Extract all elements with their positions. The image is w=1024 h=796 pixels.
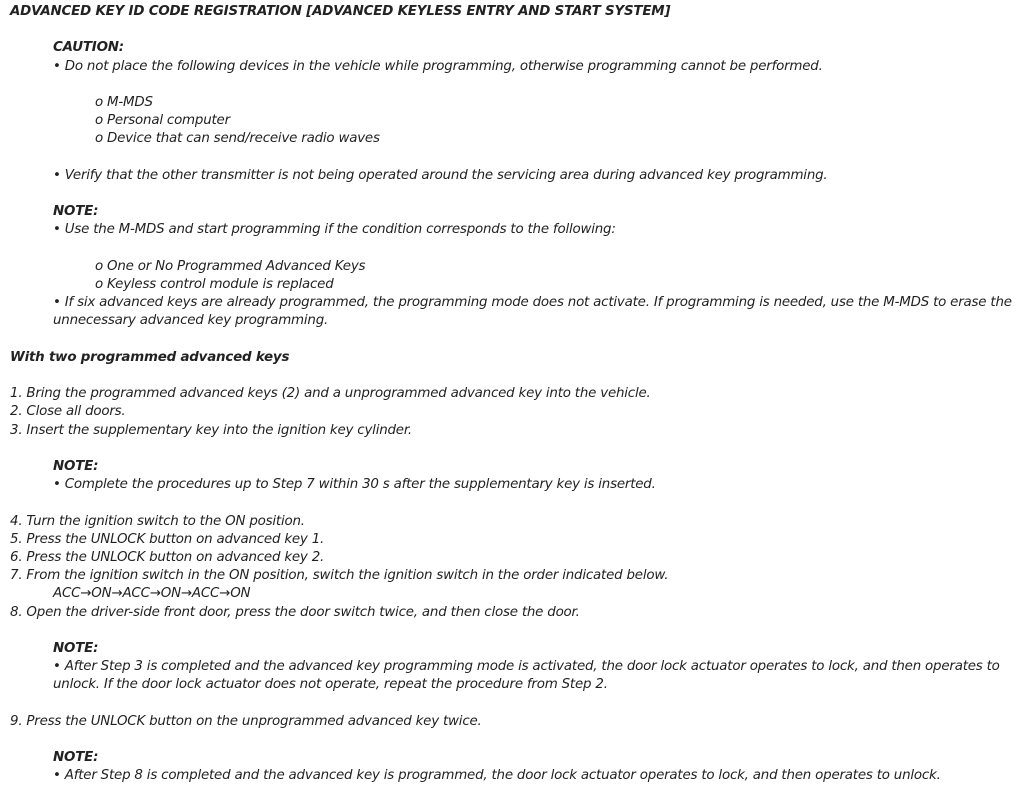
spacer [10, 622, 1020, 640]
note-bullet: • After Step 8 is completed and the advanced key is programmed, the door lock actuator operates to lock, and then operates to unlock. [53, 768, 941, 784]
step-item: 2. Close all doors. [10, 404, 126, 420]
spacer [10, 21, 1020, 39]
step-item: 3. Insert the supplementary key into the ignition key cylinder. [10, 422, 412, 438]
spacer [10, 149, 1020, 167]
step-item: 8. Open the driver-side front door, press the door switch twice, and then close the door. [10, 604, 580, 620]
step-item: 5. Press the UNLOCK button on advanced key 1. [10, 531, 325, 547]
caution-bullet-1: • Do not place the following devices in the vehicle while programming, otherwise programming cannot be performed. [53, 58, 823, 74]
step-item: 9. Press the UNLOCK button on the unprogrammed advanced key twice. [10, 713, 482, 729]
caution-subitem: o Device that can send/receive radio waves [95, 131, 380, 147]
note-bullet-2: • If six advanced keys are already programmed, the programming mode does not activate. If programming is needed, use the M-MDS to erase the unnecessary advanced key programming. [53, 295, 1012, 329]
spacer [10, 76, 1020, 94]
step-item: 6. Press the UNLOCK button on advanced key 2. [10, 549, 325, 565]
caution-subitem: o M-MDS [95, 94, 153, 110]
caution-subitem: o Personal computer [95, 113, 230, 129]
step-item: 4. Turn the ignition switch to the ON position. [10, 513, 305, 529]
spacer [10, 695, 1020, 713]
note-bullet-1: • Use the M-MDS and start programming if the condition corresponds to the following: [53, 222, 616, 238]
section-heading: With two programmed advanced keys [10, 349, 290, 365]
page-title: ADVANCED KEY ID CODE REGISTRATION [ADVANCED KEYLESS ENTRY AND START SYSTEM] [10, 4, 671, 19]
spacer [10, 367, 1020, 385]
step-item: 1. Bring the programmed advanced keys (2) and a unprogrammed advanced key into the vehicle. [10, 386, 651, 402]
spacer [10, 185, 1020, 203]
note-subitem: o Keyless control module is replaced [95, 276, 334, 292]
spacer [10, 240, 1020, 258]
spacer [10, 494, 1020, 512]
spacer [10, 440, 1020, 458]
step-item: 7. From the ignition switch in the ON position, switch the ignition switch in the order indicated below. [10, 568, 669, 584]
note-bullet: • After Step 3 is completed and the advanced key programming mode is activated, the door lock actuator operates to lock, and then operates to unlock. If the door lock actuator does not operate, repeat the procedure from Step 2. [53, 659, 1000, 693]
note-heading: NOTE: [53, 750, 99, 766]
caution-heading: CAUTION: [53, 40, 124, 56]
ignition-sequence: ACC→ON→ACC→ON→ACC→ON [53, 586, 251, 602]
spacer [10, 731, 1020, 749]
note-heading: NOTE: [53, 458, 99, 474]
note-subitem: o One or No Programmed Advanced Keys [95, 258, 366, 274]
note-heading: NOTE: [53, 204, 99, 220]
note-bullet: • Complete the procedures up to Step 7 within 30 s after the supplementary key is inserted. [53, 477, 656, 493]
spacer [10, 331, 1020, 349]
note-heading: NOTE: [53, 640, 99, 656]
caution-bullet-2: • Verify that the other transmitter is not being operated around the servicing area during advanced key programming. [53, 167, 828, 183]
